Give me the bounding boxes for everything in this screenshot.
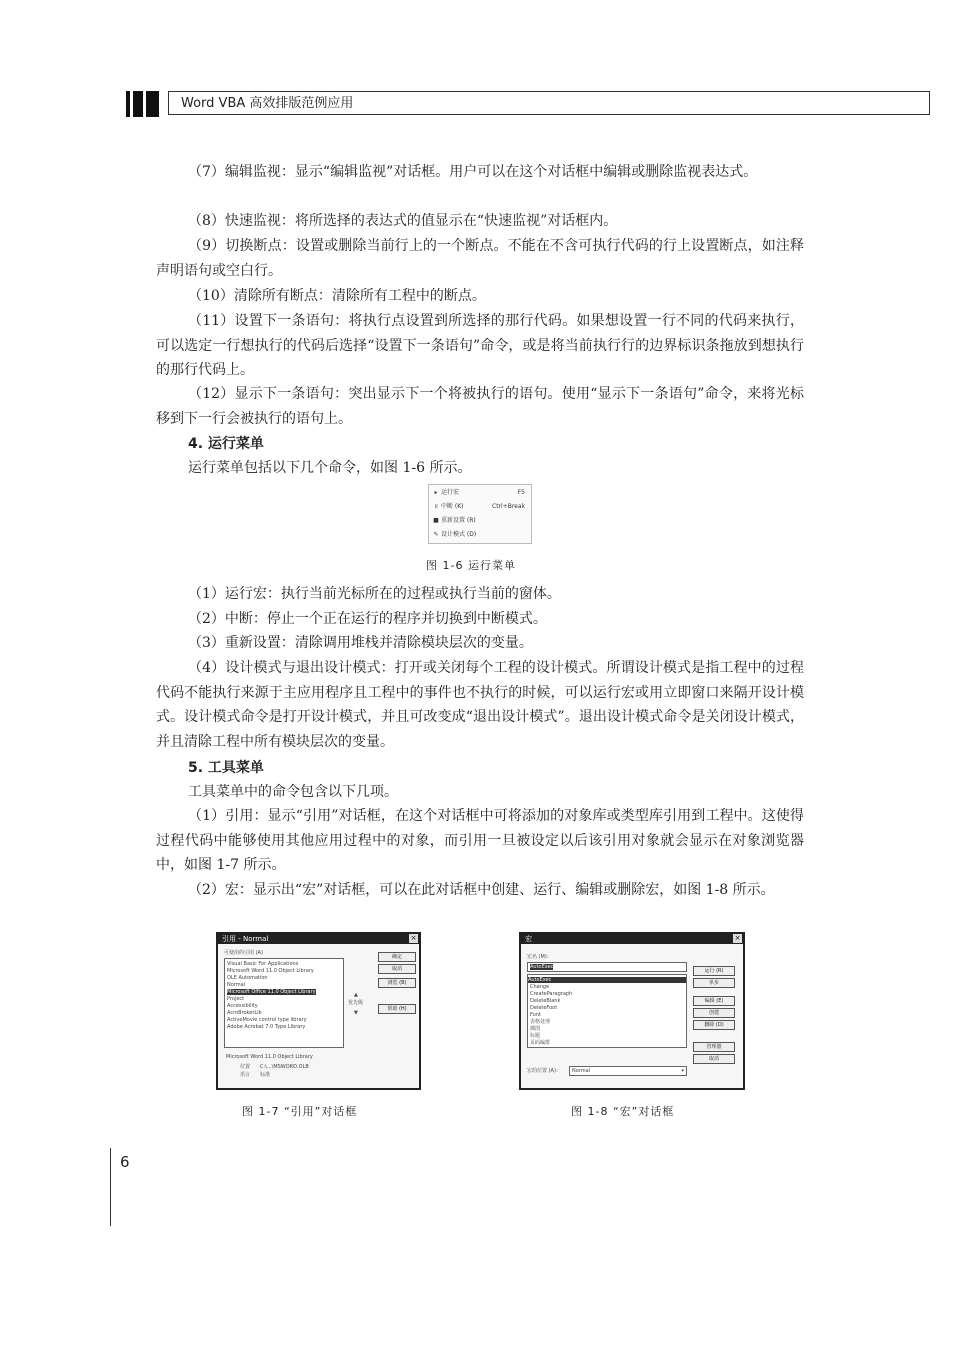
macro-name-label: 宏名 (M)： [527,954,552,960]
list-item: Normal [227,982,246,988]
list-item: Adobe Acrobat 7.0 Type Library [227,1024,306,1030]
pause-icon: ॥ [434,503,438,510]
macro-scope-label: 宏的位置 (A)： [527,1068,561,1074]
macros-dialog-figure [519,932,745,1090]
list-item: AutoExec [528,977,686,983]
references-cancel-button: 取消 [378,964,416,974]
tools-item-2: （2）宏：显示出“宏”对话框，可以在此对话框中创建、运行、编辑或删除宏，如图 1-8 所示。 [188,882,775,898]
list-item: 标题 [530,1033,541,1039]
macro-listbox [527,974,687,1048]
macro-cancel-button: 取消 [693,1054,735,1064]
reference-detail-title: Microsoft Word 11.0 Object Library [226,1054,313,1060]
list-item: DeleteBlank [530,998,561,1004]
list-item: DeleteFoot [530,1005,558,1011]
list-item: Accessibility [227,1003,258,1009]
chevron-down-icon: ▾ [681,1068,684,1074]
paragraph-8: （8）快速监视：将所选择的表达式的值显示在“快速监视”对话框内。 [188,213,618,229]
list-item: CreateParagraph [530,991,573,997]
macro-organizer-button: 管理器 [693,1042,735,1052]
figure-1-7-caption: 图 1-7 “引用”对话框 [242,1105,358,1118]
list-item: ActiveMovie control type library [227,1017,307,1023]
list-item: 插图 [530,1026,541,1032]
macro-step-button: 单步 [693,978,735,988]
list-item: 页码编排 [530,1040,551,1046]
location-label: 位置 [240,1064,251,1070]
priority-label: 优先级 [348,1000,364,1006]
close-icon: × [734,934,741,942]
run-item-4: （4）设计模式与退出设计模式：打开或关闭每个工程的设计模式。所谓设计模式是指工程中的过程代码不能执行来源于主应用程序且工程中的事件也不执行的时候，可以运行宏或用立即窗口来隔开设计模式。设计模式命令是打开设计模式，并且可改变成“退出设计模式”。退出设计模式命令是关闭设计模式，并且清除工程中所有模块层次的变量。 [156,660,804,750]
list-item: Microsoft Office 11.0 Object Library [227,989,316,995]
references-help-button: 帮助 (H) [378,1004,416,1014]
header-title: Word VBA 高效排版范例应用 [181,96,354,111]
paragraph-12: （12）显示下一条语句：突出显示下一个将被执行的语句。使用“显示下一条语句”命令，来将光标移到下一行会被执行的语句上。 [156,386,804,427]
stop-icon: ■ [433,517,439,524]
tools-item-1: （1）引用：显示“引用”对话框，在这个对话框中可将添加的对象库或类型库引用到工程中。这使得过程代码中能够使用其他应用过程中的对象，而引用一旦被设定以后该引用对象就会显示在对象浏览器中，如图 1-7 所示。 [156,808,804,873]
macro-delete-button: 删除 (D) [693,1020,735,1030]
references-ok-button: 确定 [378,952,416,962]
design-mode-icon: ✎ [433,531,439,538]
running-header [168,91,930,115]
run-menu-intro: 运行菜单包括以下几个命令，如图 1-6 所示。 [188,460,472,476]
list-item: OLE Automation [227,975,268,981]
section-heading-tools-menu: 5. 工具菜单 [188,760,264,776]
list-item: 表格处理 [530,1019,551,1025]
menu-item-run-macro: ▸ 运行宏 F5 [431,487,529,499]
macro-run-button: 运行 (R) [693,966,735,976]
run-item-1: （1）运行宏：执行当前光标所在的过程或执行当前的窗体。 [188,586,561,602]
page-number: 6 [120,1153,130,1171]
close-icon: × [410,934,417,942]
macro-scope-select: Normal ▾ [569,1066,687,1076]
list-item: AcroBrokerLib [227,1010,262,1016]
menu-item-reset: ■ 重新设置 (R) [431,515,529,527]
macro-edit-button: 编辑 (E) [693,996,735,1006]
arrow-up-icon: ▲ [354,992,358,998]
list-item: Microsoft Word 11.0 Object Library [227,968,314,974]
macro-name-input: AutoExec [527,962,687,972]
paragraph-7: （7）编辑监视：显示“编辑监视”对话框。用户可以在这个对话框中编辑或删除监视表达式。 [188,164,758,180]
footer-rule [110,1148,111,1226]
list-item: Font [530,1012,541,1018]
figure-1-8-caption: 图 1-8 “宏”对话框 [571,1105,675,1118]
list-item: Project [227,996,245,1002]
macros-dialog-titlebar: 宏 × [521,934,743,944]
paragraph-11: （11）设置下一条语句：将执行点设置到所选择的那行代码。如果想设置一行不同的代码来执行，可以选定一行想执行的代码后选择“设置下一条语句”命令，或是将当前执行行的边界标识条拖放到想执行的那行代码上。 [156,313,804,378]
arrow-down-icon: ▼ [354,1010,358,1016]
macro-create-button: 创建 [693,1008,735,1018]
references-browse-button: 浏览 (B) [378,978,416,988]
menu-item-design-mode: ✎ 设计模式 (D) [431,529,529,541]
language-label: 语言 [240,1072,251,1078]
play-icon: ▸ [434,489,438,496]
references-dialog-titlebar: 引用 - Normal × [218,934,419,944]
paragraph-9: （9）切换断点：设置或删除当前行上的一个断点。不能在不含可执行代码的行上设置断点，如注释声明语句或空白行。 [156,238,804,279]
references-listbox [224,958,344,1048]
section-heading-run-menu: 4. 运行菜单 [188,436,264,452]
figure-1-6-caption: 图 1-6 运行菜单 [426,559,516,572]
run-item-3: （3）重新设置：清除调用堆栈并清除模块层次的变量。 [188,635,533,651]
references-dialog-figure [216,932,421,1090]
references-list-label: 可使用的引用 (A) [224,950,263,956]
menu-item-break: ॥ 中断 (K) Ctrl+Break [431,501,529,513]
language-value: 标准 [260,1072,271,1078]
list-item: Change [530,984,550,990]
paragraph-10: （10）清除所有断点：清除所有工程中的断点。 [188,288,486,304]
tools-menu-intro: 工具菜单中的命令包含以下几项。 [188,784,398,800]
run-item-2: （2）中断：停止一个正在运行的程序并切换到中断模式。 [188,611,547,627]
location-value: C:\...\MSWORD.OLB [260,1064,309,1070]
run-menu-figure [428,484,532,544]
list-item: Visual Basic For Applications [227,961,299,967]
